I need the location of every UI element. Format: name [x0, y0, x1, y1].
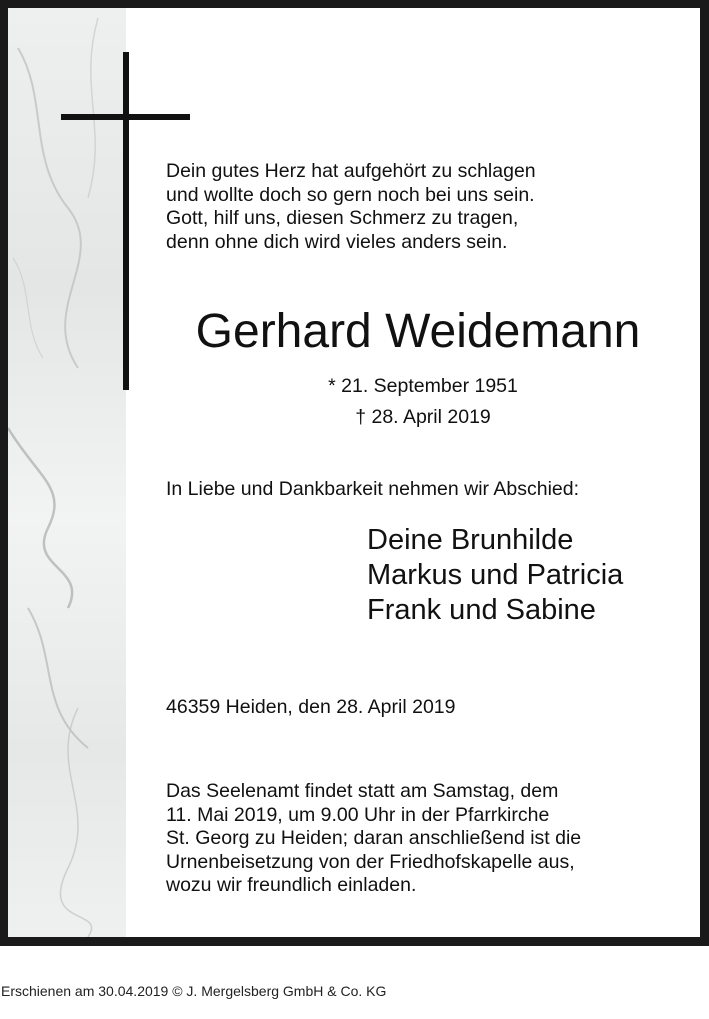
death-date: † 28. April 2019 [355, 406, 491, 428]
poem [166, 160, 536, 254]
mourner: Frank und Sabine [367, 594, 596, 626]
marble-veins [8, 8, 126, 937]
mourner: Deine Brunhilde [367, 524, 574, 556]
poem-line: Dein gutes Herz hat aufgehört zu schlagen [166, 160, 536, 182]
service-line: St. Georg zu Heiden; daran anschließend ist die [166, 827, 582, 849]
poem-line: Gott, hilf uns, diesen Schmerz zu tragen, [166, 207, 519, 229]
obituary-card [8, 8, 700, 937]
service-info [166, 780, 581, 898]
deceased-name: Gerhard Weidemann [195, 305, 641, 358]
service-line: Urnenbeisetzung von der Friedhofskapelle aus, [166, 850, 575, 873]
marble-strip [8, 8, 126, 937]
service-line: wozu wir freundlich einladen. [166, 874, 417, 896]
service-line: 11. Mai 2019, um 9.00 Uhr in der Pfarrkirche [166, 803, 550, 826]
cross-horizontal-bar [61, 114, 190, 120]
service-line: Das Seelenamt findet statt am Samstag, dem [166, 780, 559, 802]
mourner: Markus und Patricia [367, 559, 624, 591]
poem-line: denn ohne dich wird vieles anders sein. [166, 230, 508, 253]
poem-line: und wollte doch so gern noch bei uns sein. [166, 183, 535, 206]
place-date: 46359 Heiden, den 28. April 2019 [166, 696, 456, 718]
farewell-text: In Liebe und Dankbarkeit nehmen wir Abschied: [166, 478, 580, 500]
publication-footer: Erschienen am 30.04.2019 © J. Mergelsberg GmbH & Co. KG [1, 983, 387, 999]
life-dates [258, 371, 588, 433]
mourners-list [367, 523, 623, 628]
birth-date: * 21. September 1951 [328, 375, 518, 397]
